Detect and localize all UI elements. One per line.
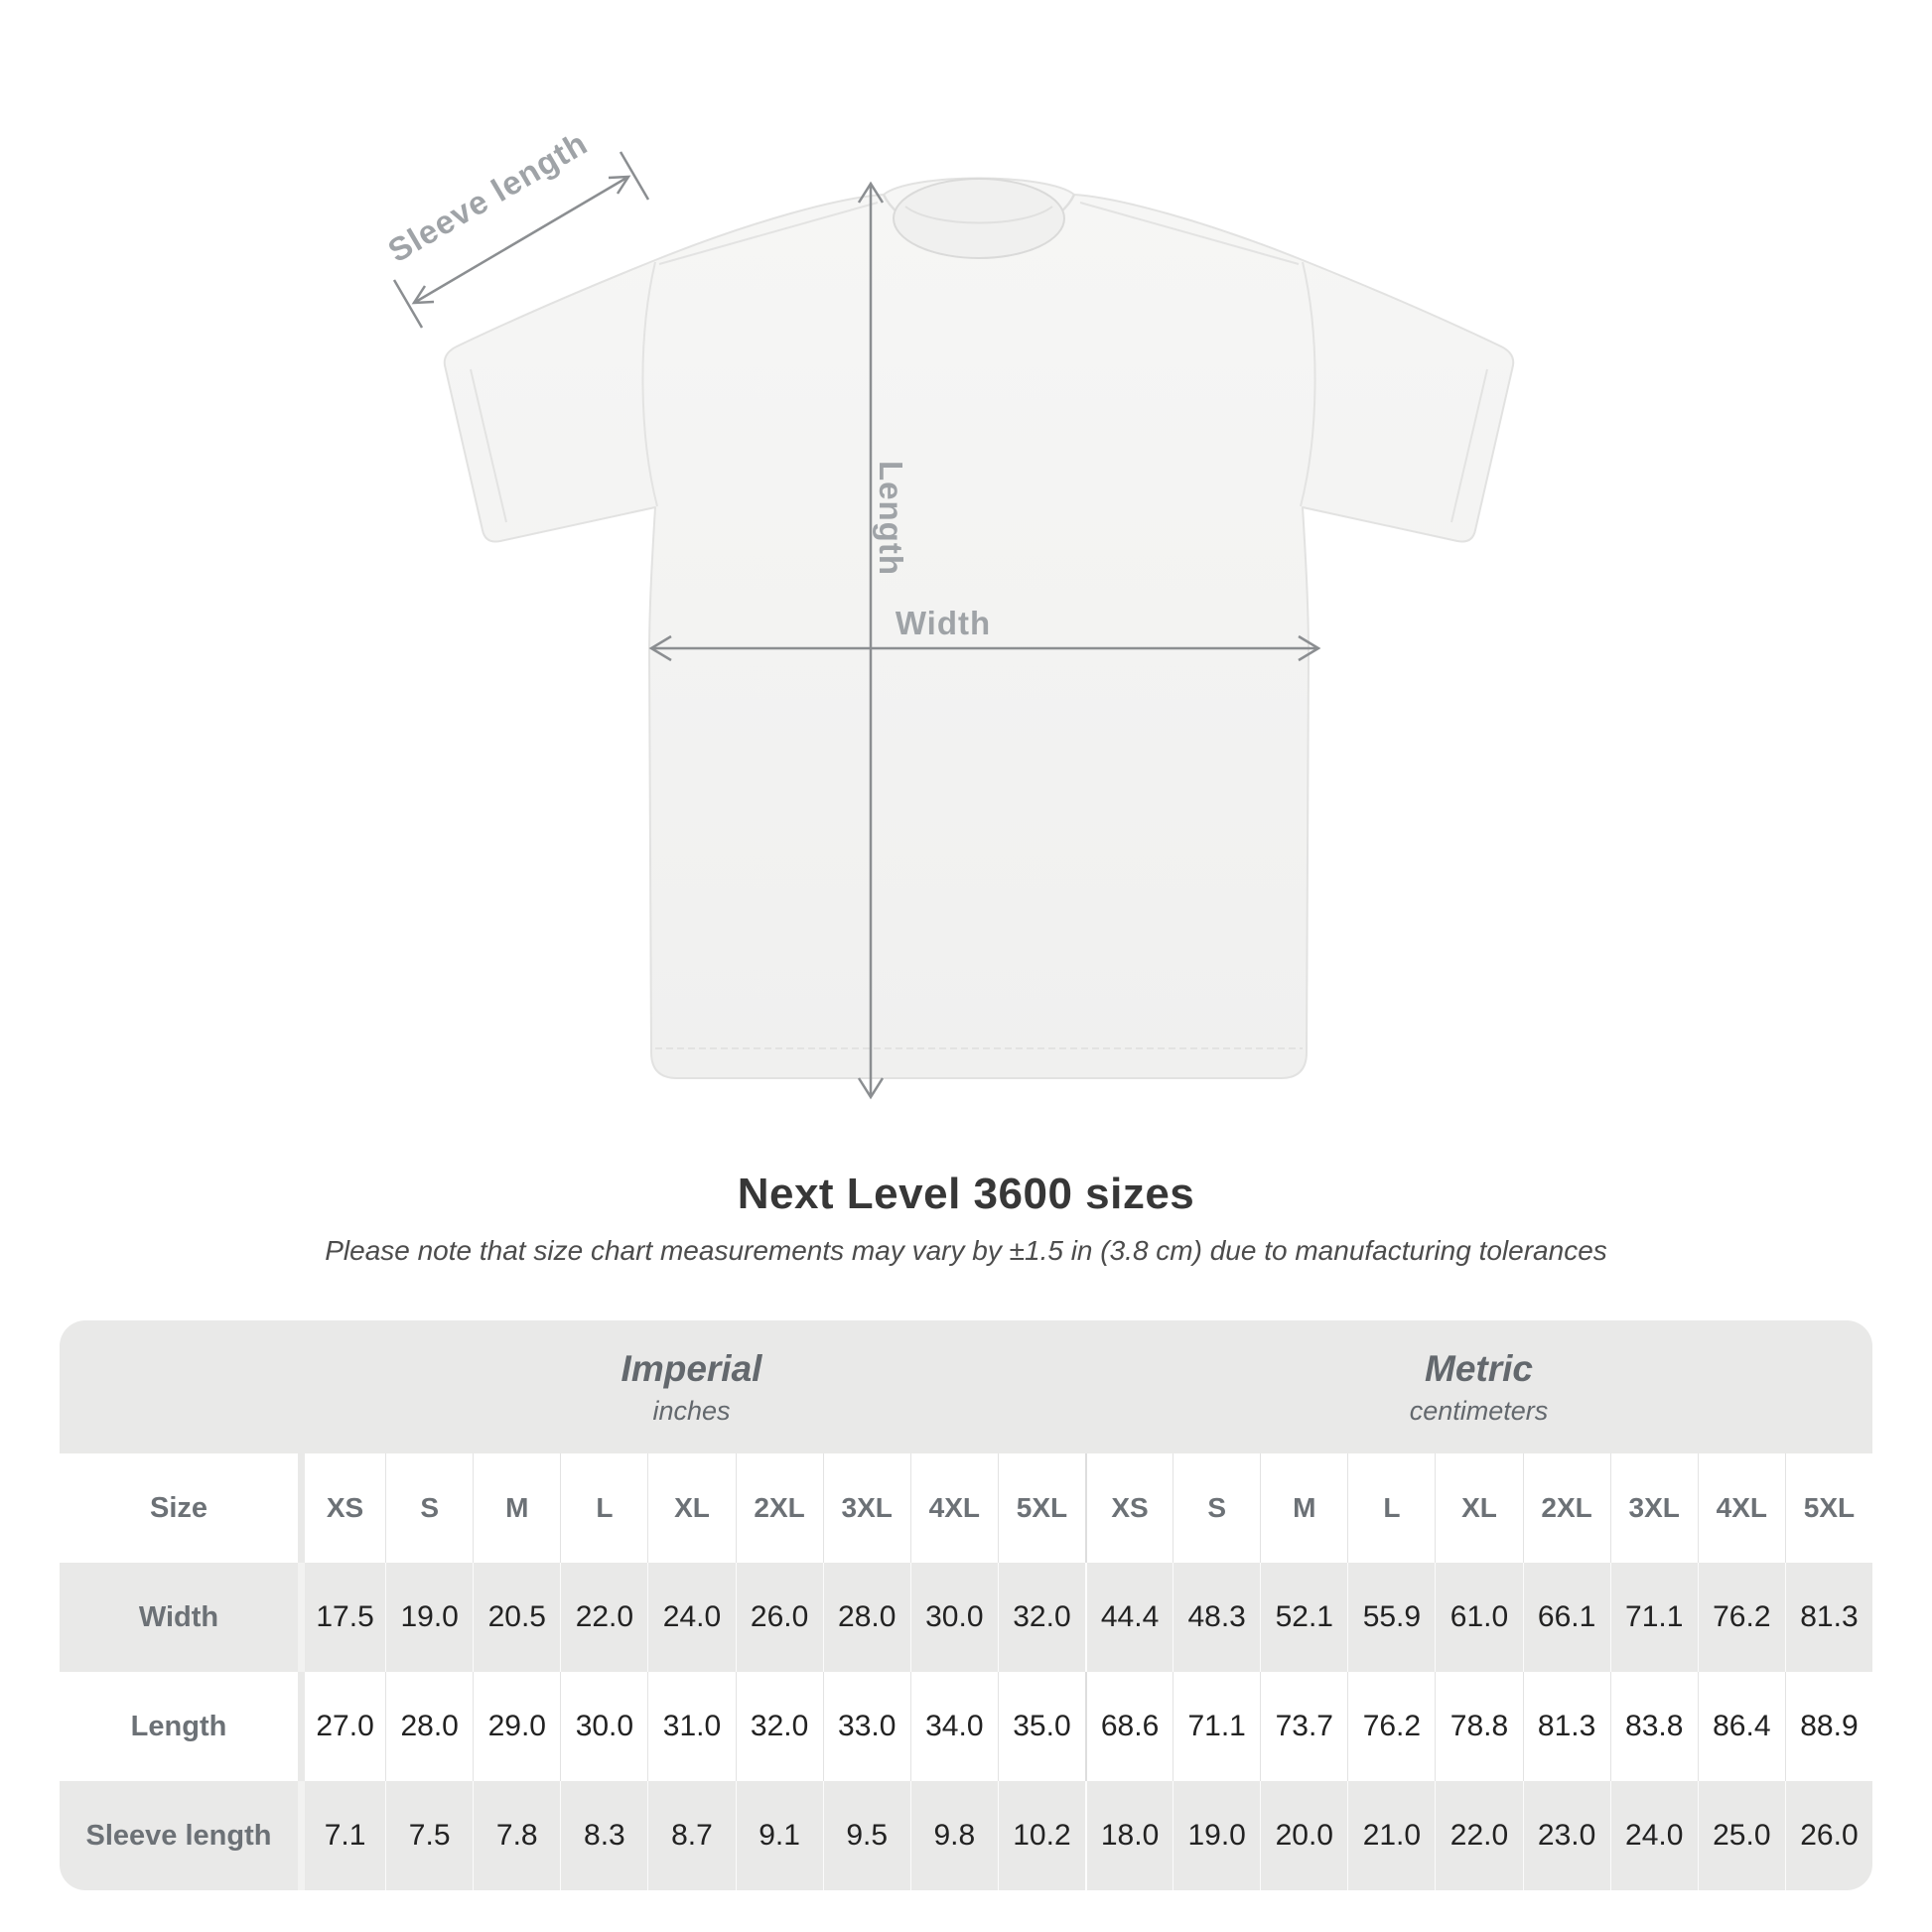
table-cell: 61.0 bbox=[1435, 1563, 1522, 1672]
table-cell: 7.8 bbox=[473, 1781, 560, 1890]
imperial-unit: inches bbox=[652, 1395, 731, 1426]
table-cell: 34.0 bbox=[910, 1672, 998, 1781]
table-cell: 9.1 bbox=[736, 1781, 823, 1890]
table-row bbox=[60, 1781, 1872, 1890]
table-cell: 55.9 bbox=[1347, 1563, 1435, 1672]
imperial-header bbox=[298, 1320, 1085, 1453]
metric-unit: centimeters bbox=[1409, 1395, 1549, 1426]
size-table bbox=[60, 1320, 1872, 1890]
length-label: Length bbox=[873, 461, 909, 576]
table-cell: 10.2 bbox=[998, 1781, 1085, 1890]
table-row bbox=[60, 1563, 1872, 1672]
table-cell: 86.4 bbox=[1698, 1672, 1785, 1781]
table-cell: 20.0 bbox=[1260, 1781, 1347, 1890]
size-header-row bbox=[60, 1453, 1872, 1563]
table-cell: 9.8 bbox=[910, 1781, 998, 1890]
size-header-cell: M bbox=[473, 1453, 560, 1563]
size-header-cell: L bbox=[1347, 1453, 1435, 1563]
size-header-cell: L bbox=[560, 1453, 647, 1563]
row-label: Sleeve length bbox=[85, 1819, 272, 1852]
table-row bbox=[60, 1672, 1872, 1781]
table-cell: 44.4 bbox=[1085, 1563, 1173, 1672]
size-header-cell: XL bbox=[1435, 1453, 1522, 1563]
table-cell: 71.1 bbox=[1610, 1563, 1698, 1672]
sleeve-length-label: Sleeve length bbox=[381, 124, 594, 270]
table-cell: 48.3 bbox=[1173, 1563, 1260, 1672]
table-cell: 33.0 bbox=[823, 1672, 910, 1781]
size-header-cell: 5XL bbox=[1785, 1453, 1872, 1563]
table-cell: 20.5 bbox=[473, 1563, 560, 1672]
table-cell: 22.0 bbox=[1435, 1781, 1522, 1890]
size-column-label: Size bbox=[60, 1453, 298, 1563]
imperial-title: Imperial bbox=[621, 1347, 762, 1389]
table-cell: 71.1 bbox=[1173, 1672, 1260, 1781]
metric-header bbox=[1085, 1320, 1872, 1453]
table-cell: 35.0 bbox=[998, 1672, 1085, 1781]
table-cell: 7.1 bbox=[298, 1781, 385, 1890]
size-header-cell: 4XL bbox=[1698, 1453, 1785, 1563]
table-cell: 22.0 bbox=[560, 1563, 647, 1672]
table-cell: 26.0 bbox=[736, 1563, 823, 1672]
table-cell: 8.3 bbox=[560, 1781, 647, 1890]
table-cell: 21.0 bbox=[1347, 1781, 1435, 1890]
table-cell: 24.0 bbox=[647, 1563, 735, 1672]
table-cell: 66.1 bbox=[1523, 1563, 1610, 1672]
table-cell: 32.0 bbox=[736, 1672, 823, 1781]
table-cell: 17.5 bbox=[298, 1563, 385, 1672]
size-header-cell: 3XL bbox=[1610, 1453, 1698, 1563]
table-cell: 28.0 bbox=[823, 1563, 910, 1672]
size-header-cell: S bbox=[385, 1453, 473, 1563]
size-header-cell: XS bbox=[1085, 1453, 1173, 1563]
table-cell: 52.1 bbox=[1260, 1563, 1347, 1672]
table-cell: 81.3 bbox=[1523, 1672, 1610, 1781]
size-table-rows bbox=[60, 1453, 1872, 1890]
page-title: Next Level 3600 sizes bbox=[737, 1170, 1195, 1218]
width-label: Width bbox=[895, 605, 992, 641]
tolerance-note: Please note that size chart measurements may vary by ±1.5 in (3.8 cm) due to manufacturing tolerances bbox=[325, 1235, 1607, 1266]
size-header-cell: 2XL bbox=[736, 1453, 823, 1563]
size-header-cell: 5XL bbox=[998, 1453, 1085, 1563]
size-header-cell: M bbox=[1260, 1453, 1347, 1563]
table-cell: 83.8 bbox=[1610, 1672, 1698, 1781]
table-cell: 25.0 bbox=[1698, 1781, 1785, 1890]
unit-header-row bbox=[60, 1320, 1872, 1453]
table-cell: 68.6 bbox=[1085, 1672, 1173, 1781]
table-cell: 7.5 bbox=[385, 1781, 473, 1890]
table-cell: 76.2 bbox=[1698, 1563, 1785, 1672]
table-cell: 29.0 bbox=[473, 1672, 560, 1781]
table-cell: 24.0 bbox=[1610, 1781, 1698, 1890]
table-cell: 18.0 bbox=[1085, 1781, 1173, 1890]
table-cell: 26.0 bbox=[1785, 1781, 1872, 1890]
table-cell: 27.0 bbox=[298, 1672, 385, 1781]
table-cell: 8.7 bbox=[647, 1781, 735, 1890]
table-cell: 78.8 bbox=[1435, 1672, 1522, 1781]
table-cell: 31.0 bbox=[647, 1672, 735, 1781]
table-cell: 9.5 bbox=[823, 1781, 910, 1890]
row-label: Width bbox=[138, 1600, 219, 1633]
table-cell: 28.0 bbox=[385, 1672, 473, 1781]
size-header-cell: 3XL bbox=[823, 1453, 910, 1563]
row-label: Length bbox=[60, 1672, 298, 1781]
table-cell: 23.0 bbox=[1523, 1781, 1610, 1890]
table-cell: 81.3 bbox=[1785, 1563, 1872, 1672]
table-cell: 32.0 bbox=[998, 1563, 1085, 1672]
table-cell: 73.7 bbox=[1260, 1672, 1347, 1781]
size-header-cell: 4XL bbox=[910, 1453, 998, 1563]
size-header-cell: S bbox=[1173, 1453, 1260, 1563]
collar-opening bbox=[894, 179, 1064, 258]
table-cell: 30.0 bbox=[910, 1563, 998, 1672]
table-cell: 19.0 bbox=[1173, 1781, 1260, 1890]
table-cell: 88.9 bbox=[1785, 1672, 1872, 1781]
metric-title: Metric bbox=[1425, 1347, 1533, 1389]
size-header-cell: XL bbox=[647, 1453, 735, 1563]
size-header-cell: 2XL bbox=[1523, 1453, 1610, 1563]
table-cell: 19.0 bbox=[385, 1563, 473, 1672]
table-cell: 76.2 bbox=[1347, 1672, 1435, 1781]
table-cell: 30.0 bbox=[560, 1672, 647, 1781]
size-header-cell: XS bbox=[298, 1453, 385, 1563]
